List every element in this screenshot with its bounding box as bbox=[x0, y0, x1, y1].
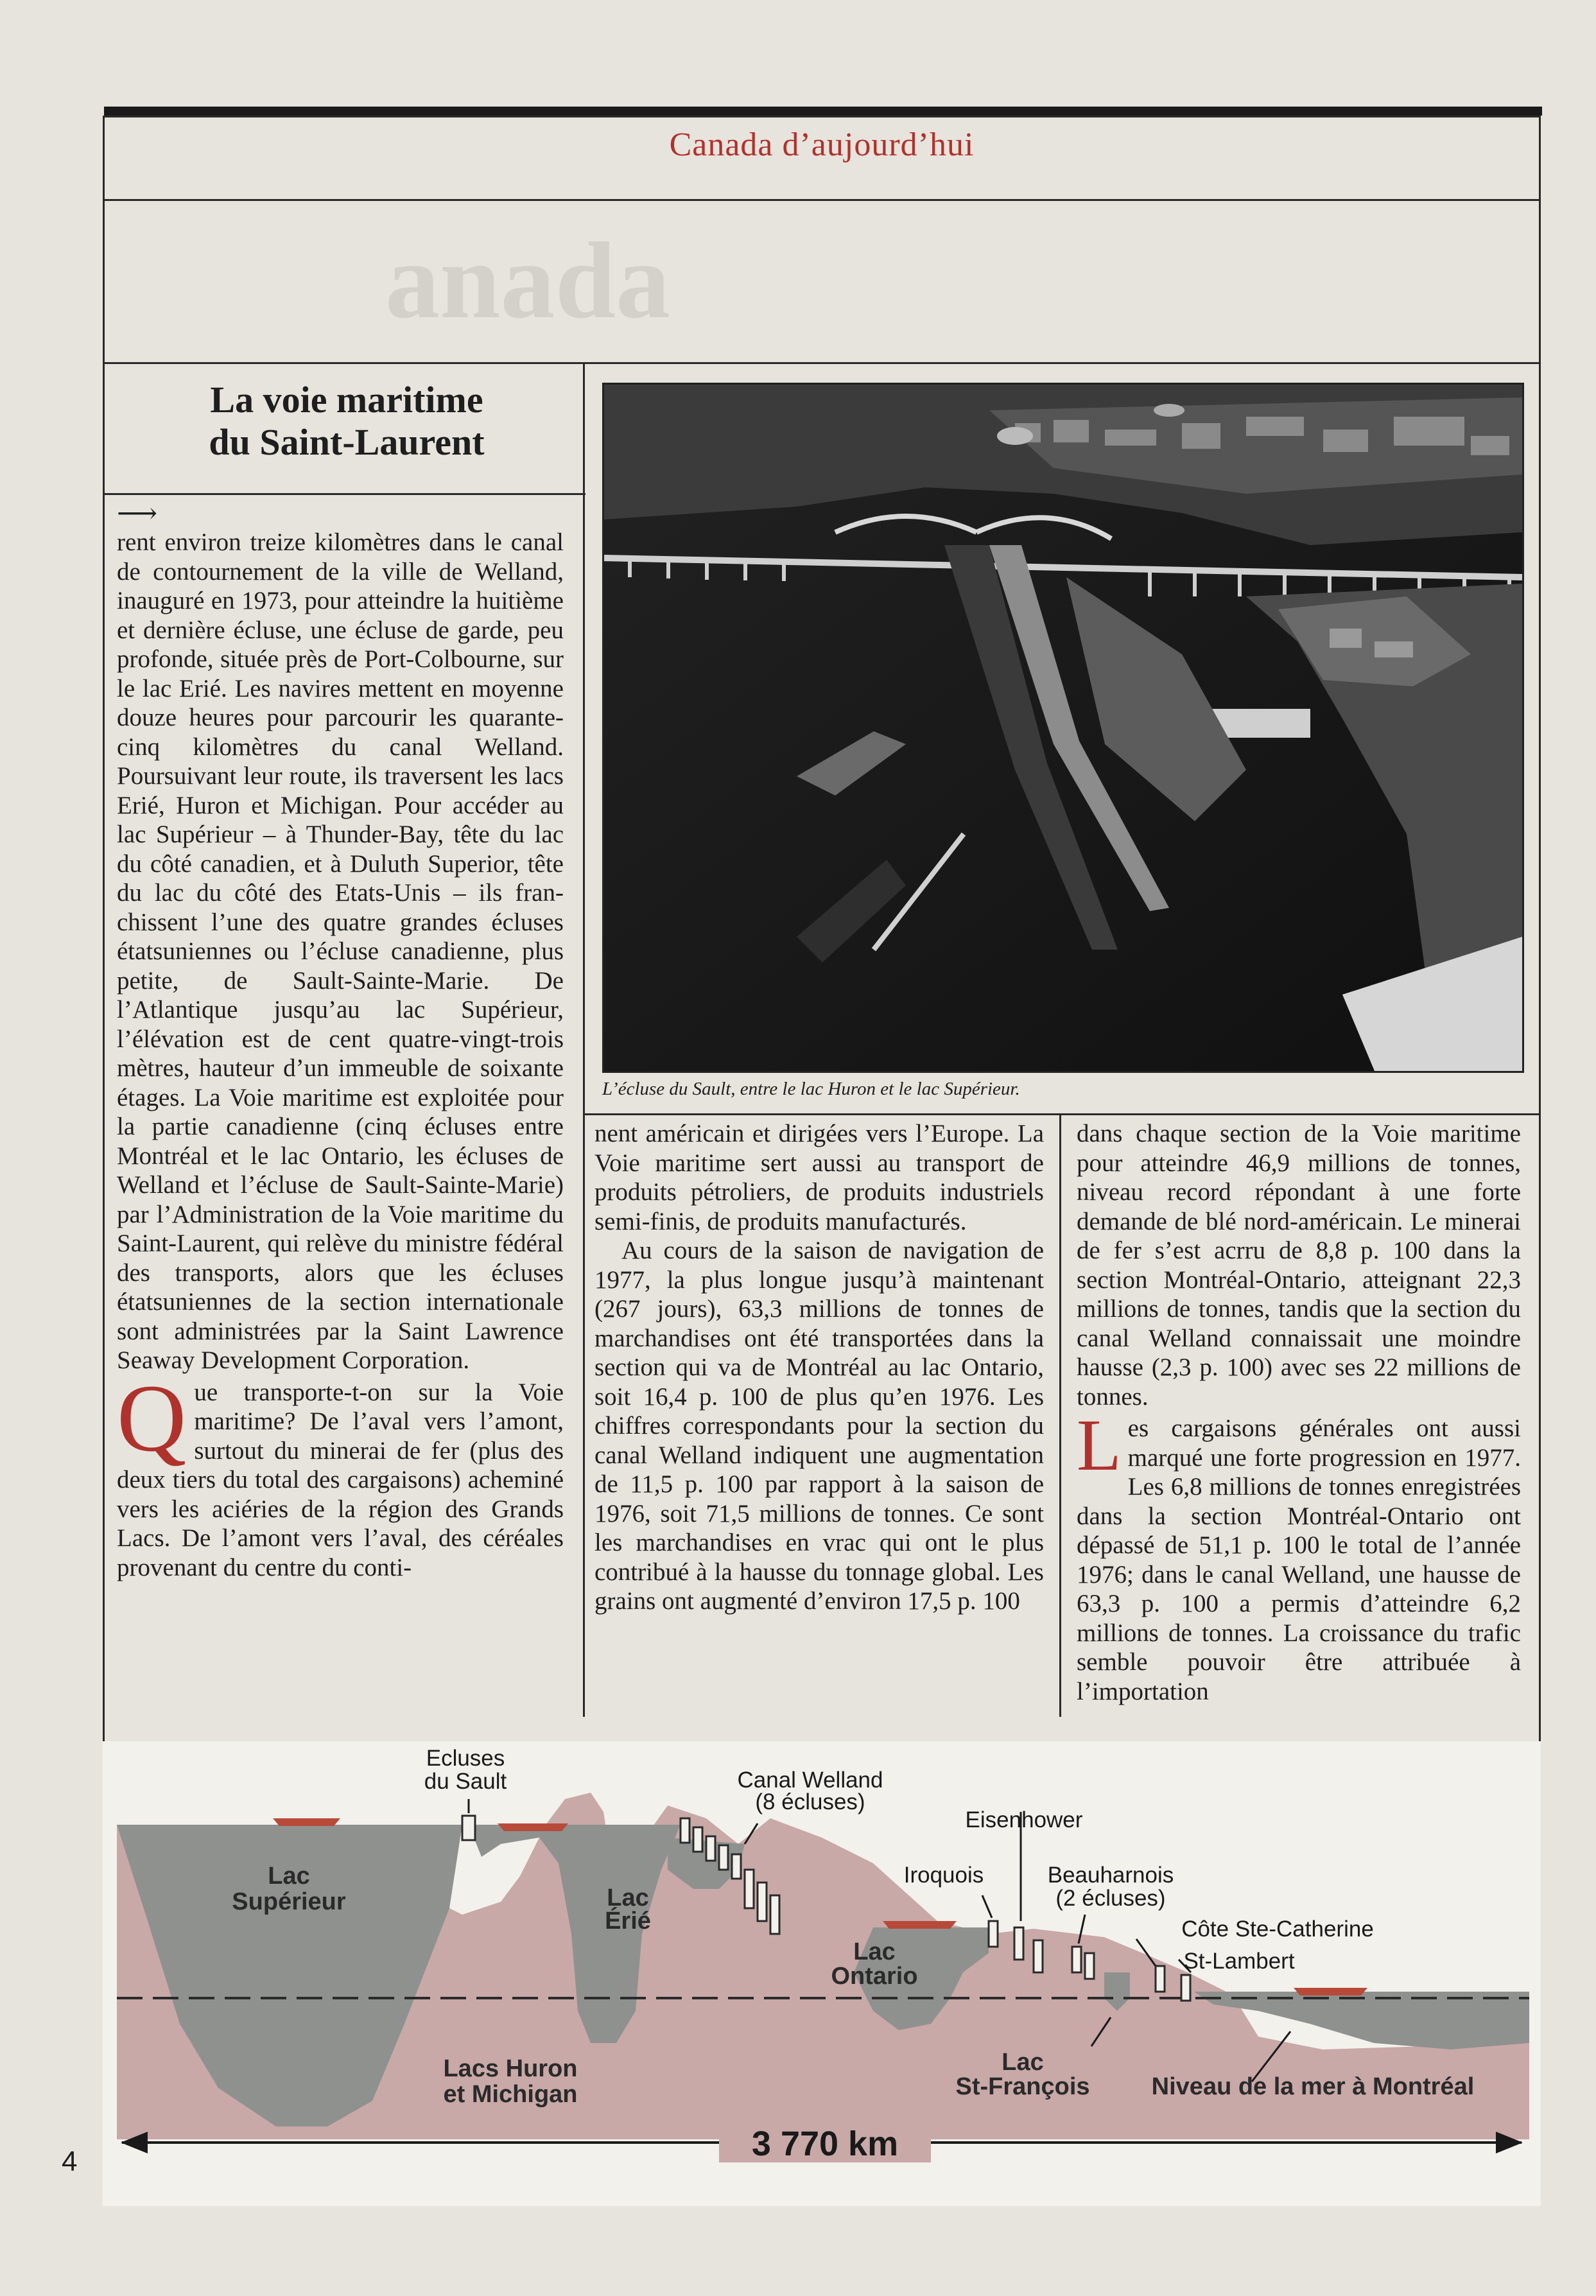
column-divider-2 bbox=[1059, 1113, 1061, 1717]
paragraph-text: es cargaisons générales ont aussi marqué une forte progression en 1977. Les 6,8 millions de tonnes enregistrées dans la section Montréal-Ontario ont dépassé de 51,1 p. 100 le total de l’année 1976; dans le canal Welland, une hausse de 63,3 p. 100 a permis d’atteindre 6,2 millions de tonnes. La croissance du trafic semble pouvoir être attribuée à l’importation bbox=[1077, 1414, 1521, 1705]
welland-lock bbox=[706, 1836, 715, 1861]
welland-lock bbox=[758, 1883, 767, 1921]
label-cote-ste-catherine: Côte Ste-Catherine bbox=[1181, 1917, 1374, 1942]
ship-icon bbox=[1294, 1988, 1367, 1996]
article-column-1 bbox=[117, 528, 564, 1582]
paragraph bbox=[117, 1364, 564, 1583]
photo-caption: L’écluse du Sault, entre le lac Huron et le lac Supérieur. bbox=[602, 1079, 1020, 1099]
article-title-line2: du Saint-Laurent bbox=[209, 421, 485, 463]
eisenhower-lock bbox=[1014, 1927, 1023, 1960]
paragraph: nent américain et dirigées vers l’Europe. La Voie maritime sert aussi au transport de produits pétroliers, de produits industriels semi-finis, de produits manufacturés. bbox=[594, 1120, 1044, 1235]
label-iroquois: Iroquois bbox=[903, 1863, 984, 1888]
seaway-profile-svg bbox=[103, 1741, 1541, 2206]
welland-lock bbox=[745, 1870, 754, 1908]
label-niveau-mer: Niveau de la mer à Montréal bbox=[1151, 2073, 1475, 2100]
banner-rule bbox=[103, 199, 1541, 201]
label-canal-welland: Canal Welland bbox=[737, 1768, 883, 1793]
article-title bbox=[109, 379, 584, 464]
drop-cap: Q bbox=[117, 1364, 187, 1472]
beauharnois-lock bbox=[1085, 1953, 1094, 1979]
label-beauharnois: (2 écluses) bbox=[1055, 1886, 1166, 1911]
label-lac-erie: Érié bbox=[605, 1908, 651, 1935]
column-divider-1 bbox=[583, 362, 585, 1717]
page-number: 4 bbox=[62, 2146, 78, 2177]
label-beauharnois: Beauharnois bbox=[1047, 1863, 1174, 1888]
paragraph: rent environ treize kilomètres dans le canal de contournement de la ville de Welland, inauguré en 1973, pour atteindre la huitième et dernière écluse, une écluse de garde, peu profonde, située près de Port-Colbourne, sur le lac Erié. Les navires mettent en moyenne douze heures pour parcourir les quarante-cinq kilomètres du canal Welland. Poursuivant leur route, ils traversent les lacs Erié, Huron et Michigan. Pour accéder au lac Supérieur – à Thunder-Bay, tête du lac du côté canadien, et à Duluth Superior, tête du lac du côté des Etats-Unis – ils franchissent l’une des quatre grandes écluses étatsuniennes ou l’écluse canadienne, plus petite, de Sault-Sainte-Marie. De l’Atlantique jusqu’au lac Supérieur, l’élévation est de cent quatre-vingt-trois mètres, hauteur d’un immeuble de soixante étages. La Voie maritime est exploitée pour la partie canadienne (cinq écluses entre Montréal et le lac Ontario, les écluses de Welland et l’écluse de Sault-Sainte-Marie) par l’Administration de la Voie maritime du Saint-Laurent, qui relève du ministre fédéral des transports, alors que les écluses étatsuniennes de la section internationale sont administrées par la Saint Lawrence Seaway Development Corporation. bbox=[117, 528, 564, 1374]
label-eisenhower: Eisenhower bbox=[965, 1807, 1083, 1832]
snell-lock bbox=[1034, 1940, 1043, 1972]
label-st-lambert: St-Lambert bbox=[1183, 1949, 1295, 1974]
welland-lock bbox=[732, 1854, 741, 1879]
title-rule bbox=[103, 493, 585, 495]
label-lac-erie: Lac bbox=[607, 1884, 649, 1911]
label-lac-superieur: Supérieur bbox=[232, 1888, 346, 1915]
label-lacs-huron: Lacs Huron bbox=[443, 2055, 578, 2082]
label-lac-st-francois: Lac bbox=[1002, 2049, 1044, 2076]
article-column-3 bbox=[1077, 1119, 1521, 1706]
bleed-through-shadow: anada bbox=[385, 220, 671, 341]
article-title-line1: La voie maritime bbox=[210, 379, 483, 421]
top-rule bbox=[104, 107, 1542, 116]
continue-arrow-icon: ⟶ bbox=[117, 498, 158, 529]
paragraph bbox=[1077, 1404, 1521, 1706]
iroquois-lock bbox=[989, 1921, 998, 1947]
ship-icon bbox=[273, 1818, 340, 1826]
welland-lock bbox=[770, 1895, 779, 1934]
seaway-profile-diagram bbox=[103, 1741, 1541, 2206]
label-lac-ontario: Ontario bbox=[831, 1963, 918, 1990]
ship-icon bbox=[498, 1823, 568, 1831]
cote-ste-catherine-lock bbox=[1156, 1966, 1165, 1992]
label-ecluses-sault: du Sault bbox=[424, 1769, 507, 1794]
section-rule bbox=[103, 362, 1541, 364]
ship-icon bbox=[883, 1921, 957, 1929]
welland-lock bbox=[681, 1818, 690, 1843]
label-lac-superieur: Lac bbox=[268, 1863, 310, 1890]
label-canal-welland: (8 écluses) bbox=[755, 1789, 865, 1814]
aerial-photo bbox=[602, 383, 1524, 1073]
paragraph-text: ue transporte-t-on sur la Voie maritime? De l’aval vers l’amont, surtout du minerai de fer (plus des deux tiers du total des cargaisons) acheminé vers les aciéries de la région des Grands Lacs. De l’amont vers l’aval, des céréales provenant du centre du conti- bbox=[117, 1378, 564, 1581]
paragraph: Au cours de la saison de navigation de 1977, la plus longue jusqu’à maintenant (267 jours), 63,3 millions de tonnes de marchandises ont été transportées dans la section qui va de Montréal au lac Ontario, soit 16,4 p. 100 de plus qu’en 1976. Les chiffres correspondants pour la section du canal Welland indiquent une augmentation de 11,5 p. 100 par rapport à la saison de 1976, soit 71,5 millions de tonnes. Ce sont les marchandises en vrac qui ont le plus contribué à la hausse du tonnage global. Les grains ont augmenté d’environ 17,5 p. 100 bbox=[594, 1237, 1044, 1615]
beauharnois-lock bbox=[1072, 1947, 1081, 1972]
section-banner: Canada d’aujourd’hui bbox=[669, 126, 975, 163]
paragraph: dans chaque section de la Voie maritime pour atteindre 46,9 millions de tonnes, niveau record répondant à une forte demande de blé nord-américain. Le minerai de fer s’est acrru de 8,8 p. 100 dans la section Montréal-Ontario, atteignant 22,3 millions de tonnes, tandis que la section du canal Welland connaissait une moindre hausse (2,3 p. 100) avec ses 22 millions de tonnes. bbox=[1077, 1120, 1521, 1411]
label-lacs-huron: et Michigan bbox=[443, 2081, 578, 2108]
drop-cap: L bbox=[1077, 1404, 1122, 1486]
sault-lock bbox=[462, 1816, 475, 1840]
welland-lock bbox=[693, 1827, 702, 1852]
photo-bottom-rule bbox=[584, 1113, 1541, 1115]
label-lac-ontario: Lac bbox=[853, 1938, 896, 1965]
article-column-2 bbox=[594, 1119, 1044, 1616]
welland-lock bbox=[719, 1845, 728, 1870]
label-lac-st-francois: St-François bbox=[955, 2073, 1090, 2100]
label-distance: 3 770 km bbox=[751, 2125, 899, 2163]
sault-lock-photo-image bbox=[604, 385, 1522, 1071]
label-ecluses-sault: Ecluses bbox=[426, 1746, 505, 1771]
st-lambert-lock bbox=[1181, 1975, 1190, 2001]
